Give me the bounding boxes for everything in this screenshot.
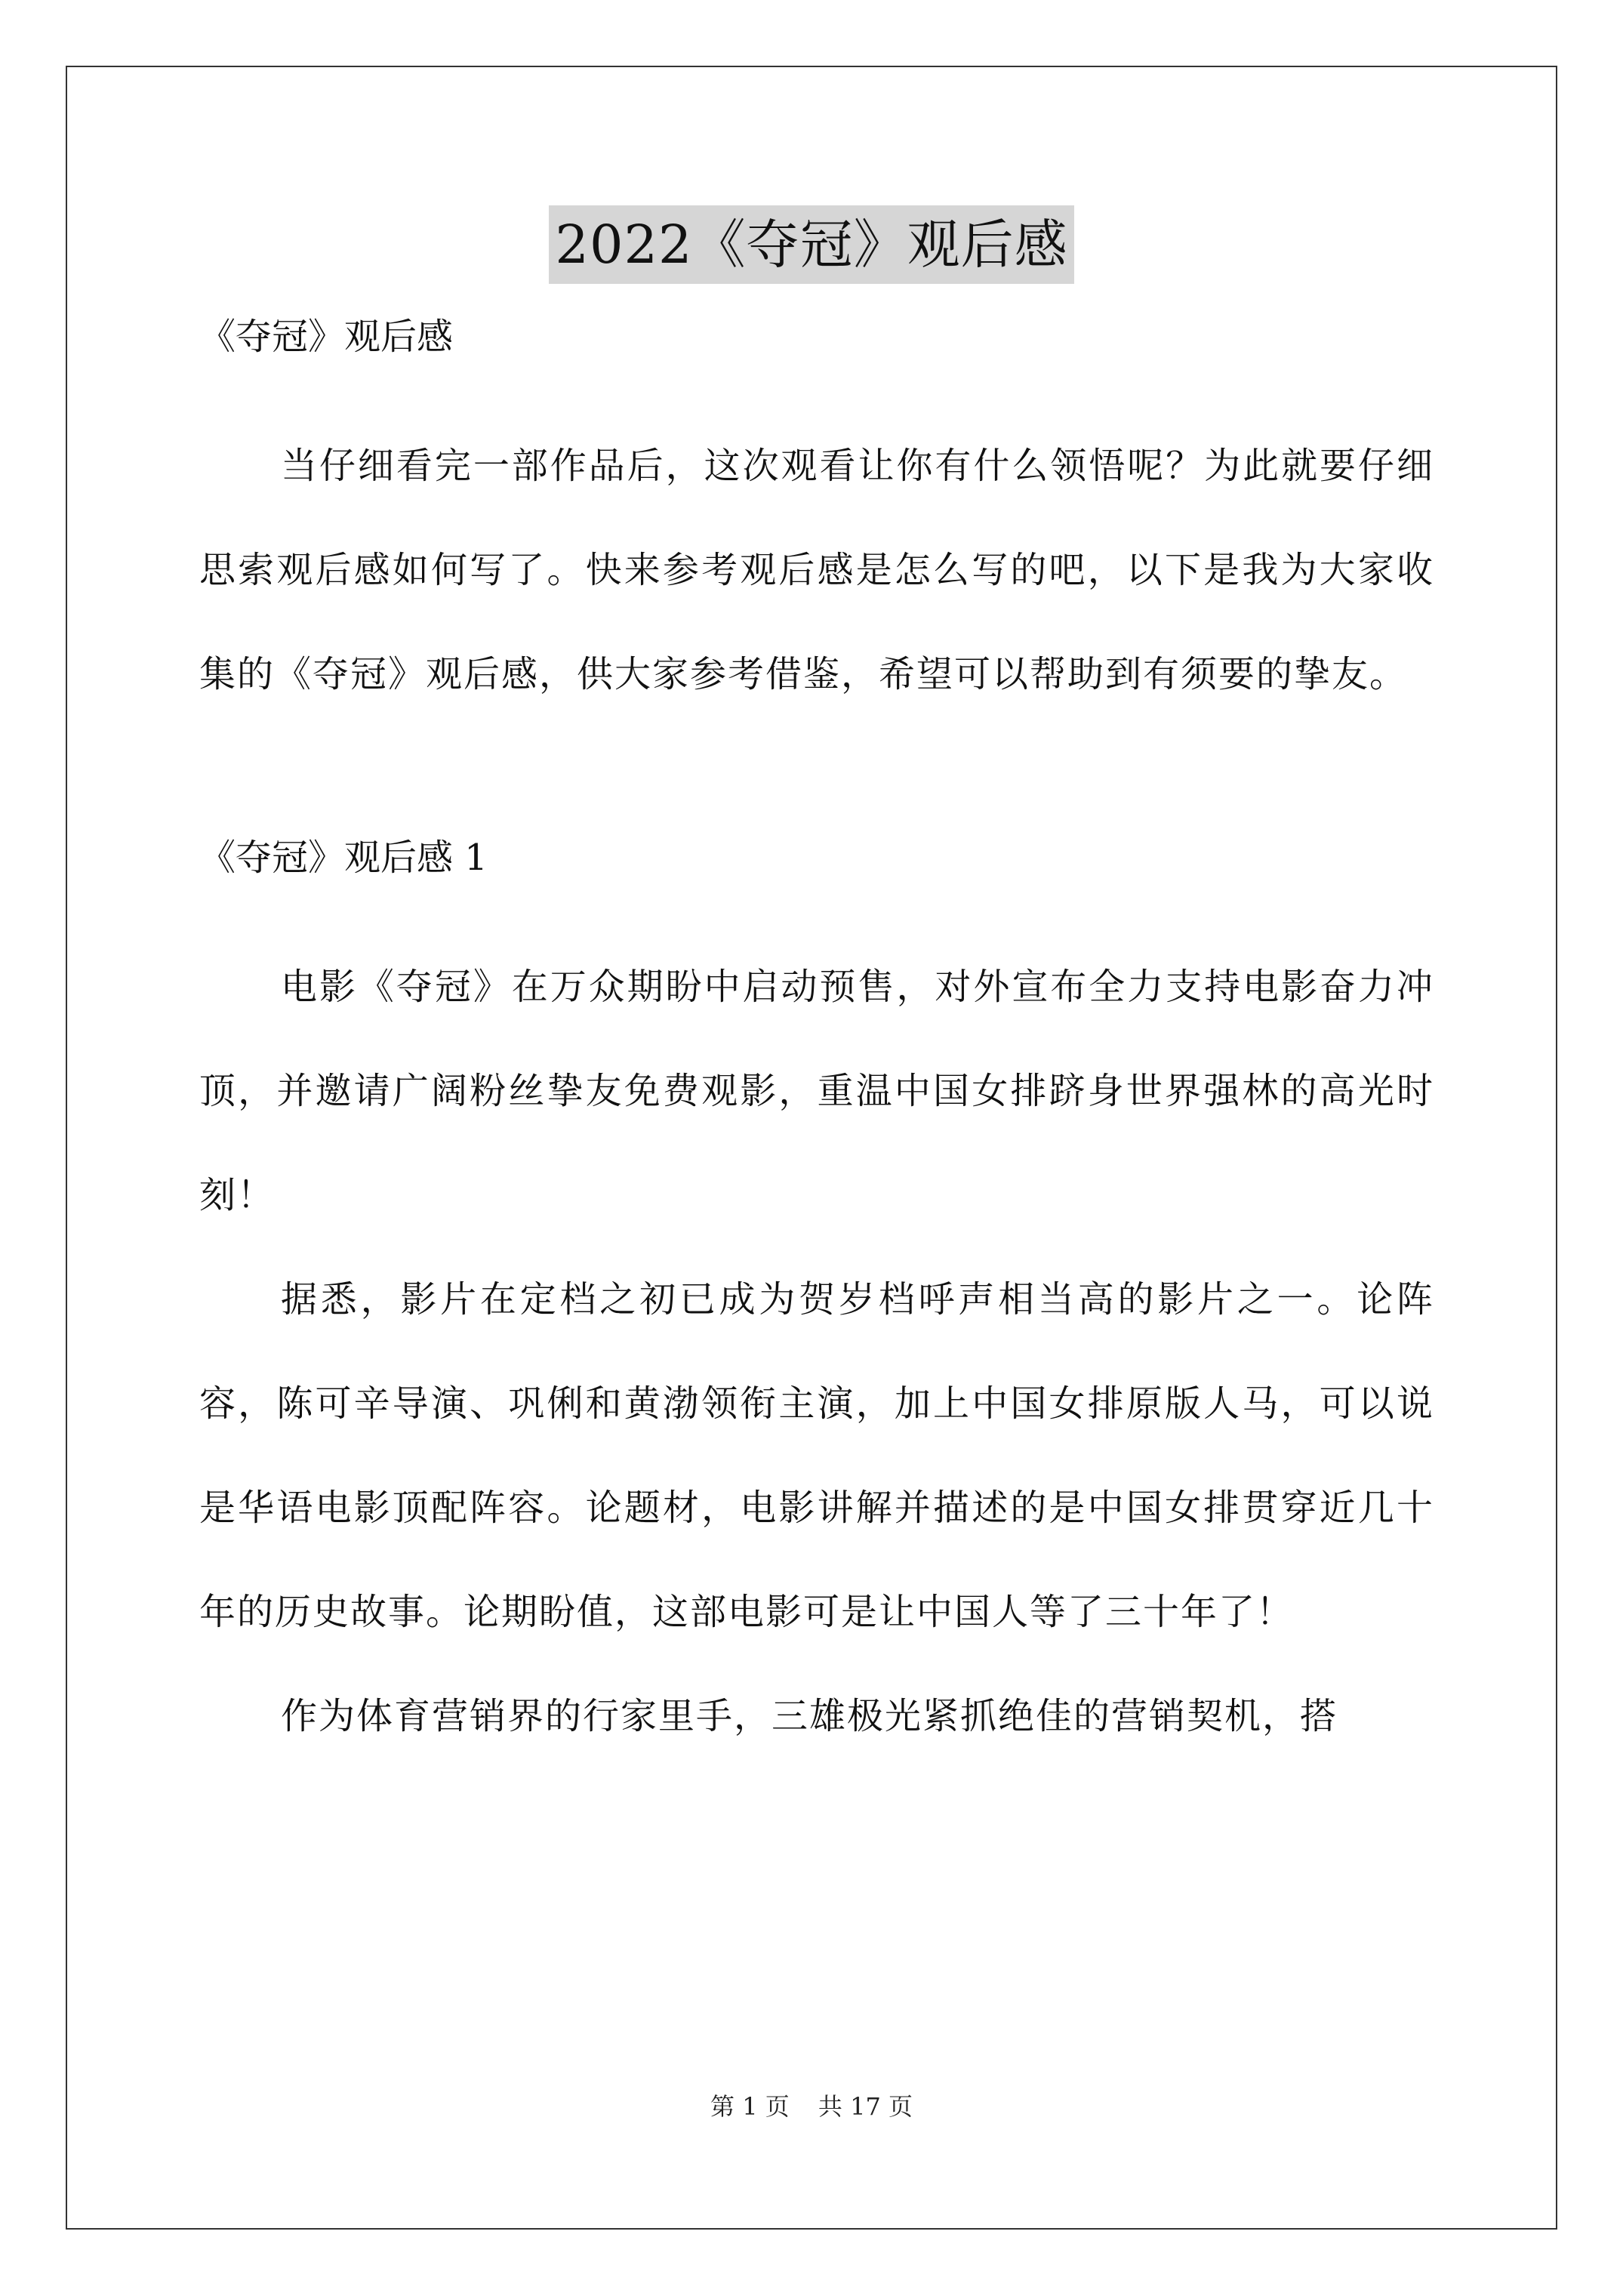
title-container — [0, 205, 1623, 284]
section1-paragraph-2: 据悉，影片在定档之初已成为贺岁档呼声相当高的影片之一。论阵容，陈可辛导演、巩俐和黄渤领衔主演，加上中国女排原版人马，可以说是华语电影顶配阵容。论题材，电影讲解并描述的是中国女排贯穿近几十年的历史故事。论期盼值，这部电影可是让中国人等了三十年了！ — [199, 1278, 1434, 1633]
page-number: 第 1 页 — [710, 2092, 790, 2121]
document-body — [199, 310, 1434, 1768]
page-total: 共 17 页 — [818, 2092, 913, 2121]
document-title: 2022《夺冠》观后感 — [549, 205, 1073, 284]
section1-paragraph-1: 电影《夺冠》在万众期盼中启动预售，对外宣布全力支持电影奋力冲顶，并邀请广阔粉丝挚友免费观影，重温中国女排跻身世界强林的高光时刻！ — [199, 966, 1434, 1216]
section1-heading: 《夺冠》观后感 1 — [199, 837, 488, 879]
section1-paragraph-3: 作为体育营销界的行家里手，三雄极光紧抓绝佳的营销契机，搭 — [281, 1695, 1338, 1737]
page-footer — [0, 2090, 1623, 2123]
intro-heading: 《夺冠》观后感 — [199, 316, 454, 358]
intro-paragraph: 当仔细看完一部作品后，这次观看让你有什么领悟呢？为此就要仔细思索观后感如何写了。快来参考观后感是怎么写的吧，以下是我为大家收集的《夺冠》观后感，供大家参考借鉴，希望可以帮助到有须要的挚友。 — [199, 445, 1434, 695]
